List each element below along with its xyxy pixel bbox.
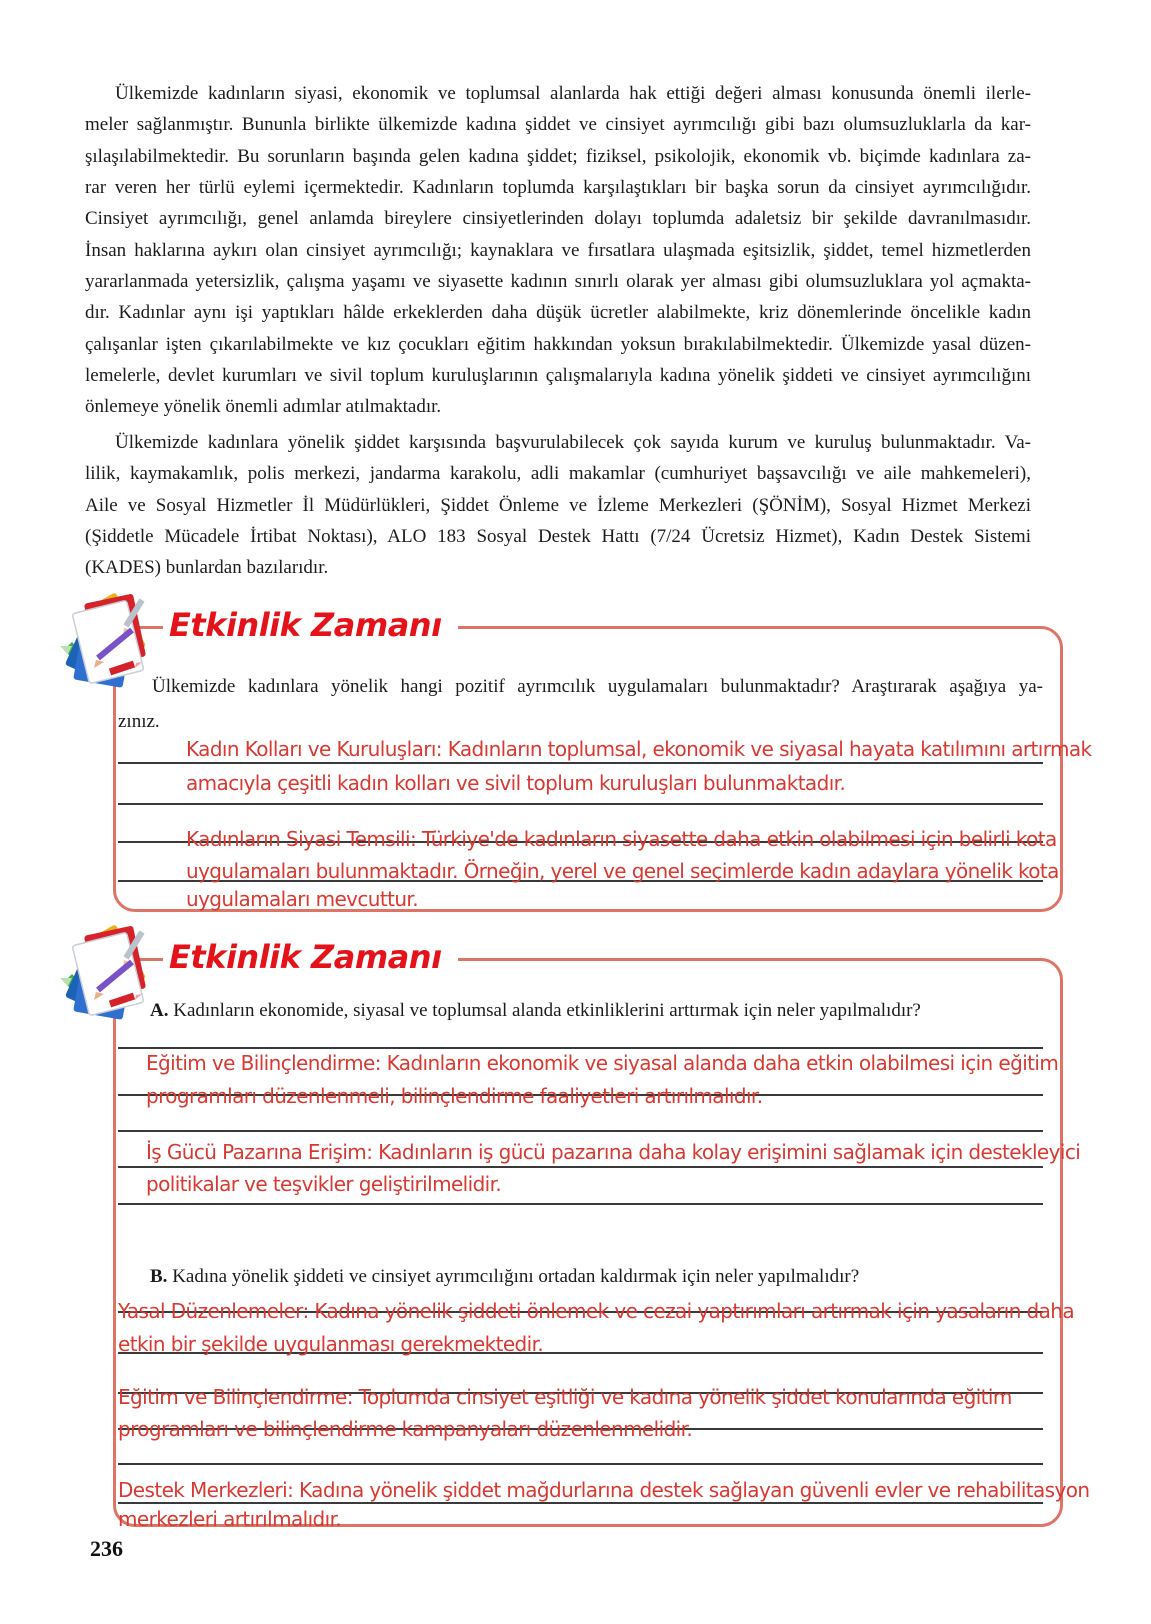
paragraph-line: Cinsiyet ayrımcılığı, genel anlamda bireylere cinsiyetlerinden dolayı toplumda adaletsiz bir şekilde davranılmasıdır.	[85, 208, 1031, 229]
paragraph-line: İnsan haklarına aykırı olan cinsiyet ayrımcılığı; kaynaklara ve fırsatlara ulaşmada eşitsizlik, şiddet, temel hizmetlerden	[85, 240, 1031, 261]
paragraph-line: lemelerle, devlet kurumları ve sivil toplum kuruluşlarının çalışmalarıyla kadına yönelik şiddeti ve cinsiyet ayrımcılığını	[85, 365, 1031, 386]
paragraph-line: önlemeye yönelik önemli adımlar atılmaktadır.	[85, 396, 442, 417]
handwritten-answer-line: uygulamaları mevcuttur.	[186, 887, 418, 911]
question-b-label: B.	[150, 1266, 168, 1287]
page-number: 236	[90, 1536, 123, 1561]
handwritten-answer-line: programları düzenlenmeli, bilinçlendirme faaliyetleri artırılmalıdır.	[146, 1084, 763, 1108]
handwritten-answer-line: Destek Merkezleri: Kadına yönelik şiddet mağdurlarına destek sağlayan güvenli evler ve rehabilitasyon	[118, 1478, 1090, 1502]
paragraph-line: Ülkemizde kadınlara yönelik şiddet karşısında başvurulabilecek çok sayıda kurum ve kuruluş bulunmaktadır. Va-	[115, 432, 1031, 453]
answer-blank-line	[118, 1047, 1043, 1049]
notebook-pencils-icon	[58, 916, 162, 1028]
question-b-text: Kadına yönelik şiddeti ve cinsiyet ayrımcılığını ortadan kaldırmak için neler yapılmalıdır?	[167, 1266, 860, 1287]
handwritten-answer-line: merkezleri artırılmalıdır.	[118, 1507, 342, 1531]
handwritten-answer-line: uygulamaları bulunmaktadır. Örneğin, yerel ve genel seçimlerde kadın adaylara yönelik kota	[186, 859, 1059, 883]
activity-1-title: Etkinlik Zamanı	[163, 601, 458, 649]
paragraph-line: Ülkemizde kadınların siyasi, ekonomik ve toplumsal alanlarda hak ettiği değeri alması konusunda önemli ilerle-	[115, 83, 1031, 104]
answer-blank-line	[118, 1166, 1043, 1168]
paragraph-line: rar veren her türlü eylemi içermektedir. Kadınların toplumda karşılaştıkları bir başka sorun da cinsiyet ayrımcılığıdır.	[85, 177, 1031, 198]
activity-1-question-line-1: Ülkemizde kadınlara yönelik hangi pozitif ayrımcılık uygulamaları bulunmaktadır? Araştırarak aşağıya ya-	[152, 676, 1043, 697]
handwritten-answer-line: İş Gücü Pazarına Erişim: Kadınların iş gücü pazarına daha kolay erişimini sağlamak için destekleyici	[146, 1140, 1081, 1164]
activity-2-question-a	[150, 996, 921, 1026]
answer-blank-line	[118, 1463, 1043, 1465]
paragraph-line: (Şiddetle Mücadele İrtibat Noktası), ALO 183 Sosyal Destek Hattı (7/24 Ücretsiz Hizmet), Kadın Destek Sistemi	[85, 526, 1031, 547]
activity-2-title: Etkinlik Zamanı	[163, 933, 458, 981]
handwritten-answer-line: Kadınların Siyasi Temsili: Türkiye'de kadınların siyasette daha etkin olabilmesi için belirli kota	[186, 827, 1057, 851]
handwritten-answer-line: etkin bir şekilde uygulanması gerekmektedir.	[118, 1332, 544, 1356]
handwritten-answer-line: Kadın Kolları ve Kuruluşları: Kadınların toplumsal, ekonomik ve siyasal hayata katılımını artırmak	[186, 737, 1092, 761]
paragraph-line: (KADES) bunlardan bazılarıdır.	[85, 557, 329, 578]
answer-blank-line	[118, 1203, 1043, 1205]
handwritten-answer-line: Yasal Düzenlemeler: Kadına yönelik şiddeti önlemek ve cezai yaptırımları artırmak için yasaların daha	[118, 1299, 1075, 1323]
paragraph-line: meler sağlanmıştır. Bununla birlikte ülkemizde kadına şiddet ve cinsiyet ayrımcılığı gibi bazı olumsuzluklarla da kar-	[85, 114, 1031, 135]
paragraph-line: lilik, kaymakamlık, polis merkezi, jandarma karakolu, adli makamlar (cumhuriyet başsavcılığı ve aile mahkemeleri),	[85, 463, 1031, 484]
activity-1-question-line-2: zınız.	[118, 711, 160, 732]
paragraph-line: Aile ve Sosyal Hizmetler İl Müdürlükleri, Şiddet Önleme ve İzleme Merkezleri (ŞÖNİM), Sosyal Hizmet Merkezi	[85, 495, 1031, 516]
handwritten-answer-line: Eğitim ve Bilinçlendirme: Toplumda cinsiyet eşitliği ve kadına yönelik şiddet konularında eğitim	[118, 1385, 1012, 1409]
paragraph-line: dır. Kadınlar aynı işi yaptıkları hâlde erkeklerden daha düşük ücretler alabilmekte, kriz dönemlerinde öncelikle kadın	[85, 302, 1031, 323]
handwritten-answer-line: politikalar ve teşvikler geliştirilmelidir.	[146, 1172, 502, 1196]
handwritten-answer-line: programları ve bilinçlendirme kampanyaları düzenlenmelidir.	[118, 1417, 693, 1441]
paragraph-line: yararlanmada yetersizlik, çalışma yaşamı ve siyasette kadının sınırlı olarak yer alması gibi olumsuzluklara yol açmakta-	[85, 271, 1031, 292]
handwritten-answer-line: amacıyla çeşitli kadın kolları ve sivil toplum kuruluşları bulunmaktadır.	[186, 771, 846, 795]
paragraph-line: çalışanlar işten çıkarılabilmekte ve kız çocukları eğitim hakkından yoksun bırakılabilmektedir. Ülkemizde yasal düzen-	[85, 334, 1031, 355]
answer-blank-line	[118, 1130, 1043, 1132]
activity-2-question-b	[150, 1262, 859, 1292]
question-a-text: Kadınların ekonomide, siyasal ve toplumsal alanda etkinliklerini arttırmak için neler yapılmalıdır?	[168, 1000, 921, 1021]
answer-blank-line	[118, 803, 1043, 805]
paragraph-line: şılaşılabilmektedir. Bu sorunların başında gelen kadına şiddet; fiziksel, psikolojik, ekonomik vb. biçimde kadınlara za-	[85, 146, 1031, 167]
handwritten-answer-line: Eğitim ve Bilinçlendirme: Kadınların ekonomik ve siyasal alanda daha etkin olabilmesi için eğitim	[146, 1051, 1059, 1075]
question-a-label: A.	[150, 1000, 169, 1021]
